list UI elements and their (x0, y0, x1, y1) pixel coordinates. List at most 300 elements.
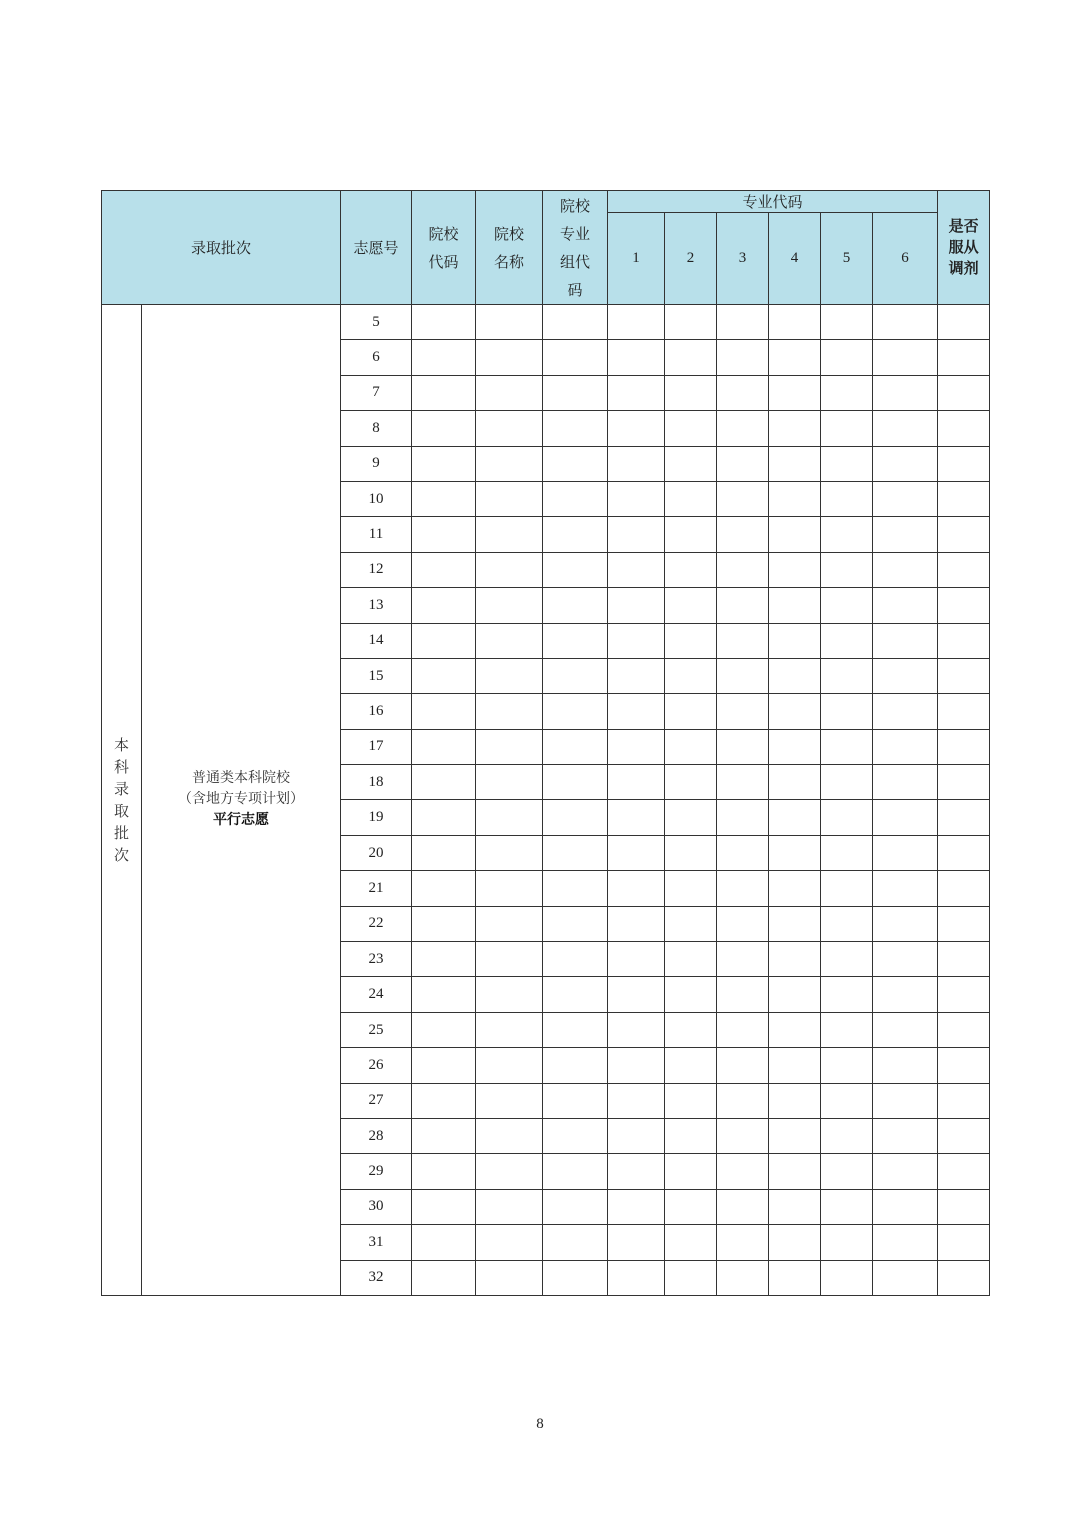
group-code-cell[interactable] (543, 1083, 608, 1118)
major-1-cell[interactable] (608, 552, 665, 587)
major-1-cell[interactable] (608, 658, 665, 693)
group-code-cell[interactable] (543, 1189, 608, 1224)
header-school-name (476, 191, 543, 305)
major-4-cell[interactable] (769, 623, 821, 658)
adjust-cell[interactable] (938, 305, 990, 340)
major-3-cell[interactable] (717, 375, 769, 410)
school-code-cell[interactable] (412, 765, 476, 800)
major-3-cell[interactable] (717, 658, 769, 693)
adjust-cell[interactable] (938, 729, 990, 764)
major-1-cell[interactable] (608, 942, 665, 977)
major-2-cell[interactable] (665, 623, 717, 658)
adjust-cell[interactable] (938, 1154, 990, 1189)
major-2-cell[interactable] (665, 411, 717, 446)
major-3-cell[interactable] (717, 694, 769, 729)
major-3-cell[interactable] (717, 1118, 769, 1153)
adjust-cell[interactable] (938, 1048, 990, 1083)
school-name-cell[interactable] (476, 800, 543, 835)
major-3-cell[interactable] (717, 411, 769, 446)
major-5-cell[interactable] (821, 835, 873, 870)
major-1-cell[interactable] (608, 588, 665, 623)
adjust-cell[interactable] (938, 481, 990, 516)
major-4-cell[interactable] (769, 340, 821, 375)
major-4-cell[interactable] (769, 835, 821, 870)
school-name-cell[interactable] (476, 1225, 543, 1260)
group-code-cell[interactable] (543, 800, 608, 835)
major-6-cell[interactable] (873, 411, 938, 446)
wish-number: 16 (341, 694, 412, 729)
school-code-cell[interactable] (412, 588, 476, 623)
batch-char: 取 (113, 801, 129, 820)
wish-number: 28 (341, 1118, 412, 1153)
major-1-cell[interactable] (608, 1083, 665, 1118)
adjust-cell[interactable] (938, 411, 990, 446)
group-code-cell[interactable] (543, 623, 608, 658)
school-name-cell[interactable] (476, 517, 543, 552)
major-4-cell[interactable] (769, 977, 821, 1012)
major-2-cell[interactable] (665, 765, 717, 800)
major-3-cell[interactable] (717, 800, 769, 835)
major-4-cell[interactable] (769, 1260, 821, 1295)
major-5-cell[interactable] (821, 765, 873, 800)
major-5-cell[interactable] (821, 1048, 873, 1083)
school-name-cell[interactable] (476, 942, 543, 977)
school-name-cell[interactable] (476, 481, 543, 516)
adjust-cell[interactable] (938, 340, 990, 375)
adjust-cell[interactable] (938, 517, 990, 552)
major-1-cell[interactable] (608, 481, 665, 516)
wish-number: 11 (341, 517, 412, 552)
major-3-cell[interactable] (717, 305, 769, 340)
major-2-cell[interactable] (665, 340, 717, 375)
major-1-cell[interactable] (608, 517, 665, 552)
category-line-2: （含地方专项计划） (178, 791, 304, 808)
group-code-cell[interactable] (543, 1048, 608, 1083)
school-code-cell[interactable] (412, 1048, 476, 1083)
major-4-cell[interactable] (769, 1154, 821, 1189)
major-6-cell[interactable] (873, 375, 938, 410)
group-code-cell[interactable] (543, 942, 608, 977)
major-4-cell[interactable] (769, 375, 821, 410)
major-3-cell[interactable] (717, 552, 769, 587)
major-3-cell[interactable] (717, 942, 769, 977)
major-1-cell[interactable] (608, 340, 665, 375)
school-name-cell[interactable] (476, 411, 543, 446)
major-6-cell[interactable] (873, 481, 938, 516)
major-3-cell[interactable] (717, 1260, 769, 1295)
major-1-cell[interactable] (608, 729, 665, 764)
major-1-cell[interactable] (608, 694, 665, 729)
major-1-cell[interactable] (608, 906, 665, 941)
adjust-cell[interactable] (938, 1260, 990, 1295)
school-name-cell[interactable] (476, 623, 543, 658)
adjust-cell[interactable] (938, 623, 990, 658)
group-code-cell[interactable] (543, 340, 608, 375)
major-6-cell[interactable] (873, 977, 938, 1012)
header-major-col-4: 4 (769, 213, 821, 305)
major-1-cell[interactable] (608, 1012, 665, 1047)
major-4-cell[interactable] (769, 1083, 821, 1118)
school-name-cell[interactable] (476, 729, 543, 764)
major-6-cell[interactable] (873, 765, 938, 800)
school-code-cell[interactable] (412, 340, 476, 375)
group-code-cell[interactable] (543, 906, 608, 941)
major-6-cell[interactable] (873, 1012, 938, 1047)
major-5-cell[interactable] (821, 1118, 873, 1153)
adjust-cell[interactable] (938, 906, 990, 941)
school-code-cell[interactable] (412, 1260, 476, 1295)
major-2-cell[interactable] (665, 588, 717, 623)
major-2-cell[interactable] (665, 552, 717, 587)
school-name-cell[interactable] (476, 1048, 543, 1083)
school-code-cell[interactable] (412, 835, 476, 870)
major-4-cell[interactable] (769, 305, 821, 340)
major-4-cell[interactable] (769, 481, 821, 516)
school-code-cell[interactable] (412, 1189, 476, 1224)
wish-number: 25 (341, 1012, 412, 1047)
major-4-cell[interactable] (769, 588, 821, 623)
major-3-cell[interactable] (717, 1189, 769, 1224)
school-name-cell[interactable] (476, 906, 543, 941)
school-code-cell[interactable] (412, 942, 476, 977)
major-3-cell[interactable] (717, 588, 769, 623)
major-1-cell[interactable] (608, 1048, 665, 1083)
header-adjust (938, 191, 990, 305)
volunteer-form-table (101, 190, 990, 1296)
school-code-cell[interactable] (412, 1225, 476, 1260)
school-name-cell[interactable] (476, 1260, 543, 1295)
major-3-cell[interactable] (717, 1012, 769, 1047)
major-6-cell[interactable] (873, 1048, 938, 1083)
major-4-cell[interactable] (769, 1189, 821, 1224)
major-2-cell[interactable] (665, 1083, 717, 1118)
major-4-cell[interactable] (769, 517, 821, 552)
major-3-cell[interactable] (717, 1048, 769, 1083)
group-code-cell[interactable] (543, 588, 608, 623)
group-code-cell[interactable] (543, 517, 608, 552)
major-3-cell[interactable] (717, 340, 769, 375)
major-2-cell[interactable] (665, 1260, 717, 1295)
category-line-3: 平行志愿 (213, 812, 269, 829)
group-code-cell[interactable] (543, 411, 608, 446)
major-5-cell[interactable] (821, 658, 873, 693)
major-2-cell[interactable] (665, 305, 717, 340)
adjust-cell[interactable] (938, 1012, 990, 1047)
adjust-cell[interactable] (938, 658, 990, 693)
school-code-cell[interactable] (412, 411, 476, 446)
school-code-cell[interactable] (412, 517, 476, 552)
major-6-cell[interactable] (873, 1118, 938, 1153)
school-code-cell[interactable] (412, 871, 476, 906)
major-5-cell[interactable] (821, 1154, 873, 1189)
school-code-cell[interactable] (412, 800, 476, 835)
major-2-cell[interactable] (665, 1048, 717, 1083)
major-6-cell[interactable] (873, 1083, 938, 1118)
major-6-cell[interactable] (873, 1189, 938, 1224)
major-5-cell[interactable] (821, 800, 873, 835)
group-code-cell[interactable] (543, 835, 608, 870)
major-5-cell[interactable] (821, 588, 873, 623)
major-2-cell[interactable] (665, 1154, 717, 1189)
major-5-cell[interactable] (821, 871, 873, 906)
adjust-cell[interactable] (938, 871, 990, 906)
school-code-cell[interactable] (412, 694, 476, 729)
adjust-cell[interactable] (938, 588, 990, 623)
major-3-cell[interactable] (717, 446, 769, 481)
adjust-cell[interactable] (938, 1189, 990, 1224)
school-name-cell[interactable] (476, 1083, 543, 1118)
group-code-cell[interactable] (543, 658, 608, 693)
major-2-cell[interactable] (665, 446, 717, 481)
school-name-cell[interactable] (476, 588, 543, 623)
major-1-cell[interactable] (608, 871, 665, 906)
major-4-cell[interactable] (769, 1012, 821, 1047)
batch-char: 科 (113, 757, 129, 776)
major-5-cell[interactable] (821, 1012, 873, 1047)
major-6-cell[interactable] (873, 1225, 938, 1260)
adjust-cell[interactable] (938, 1118, 990, 1153)
group-code-cell[interactable] (543, 305, 608, 340)
major-5-cell[interactable] (821, 446, 873, 481)
major-6-cell[interactable] (873, 800, 938, 835)
school-name-cell[interactable] (476, 375, 543, 410)
major-2-cell[interactable] (665, 1225, 717, 1260)
major-2-cell[interactable] (665, 1189, 717, 1224)
major-5-cell[interactable] (821, 906, 873, 941)
major-5-cell[interactable] (821, 305, 873, 340)
major-4-cell[interactable] (769, 411, 821, 446)
school-name-cell[interactable] (476, 871, 543, 906)
adjust-cell[interactable] (938, 1225, 990, 1260)
major-6-cell[interactable] (873, 446, 938, 481)
major-5-cell[interactable] (821, 1260, 873, 1295)
major-4-cell[interactable] (769, 906, 821, 941)
adjust-cell[interactable] (938, 552, 990, 587)
school-code-cell[interactable] (412, 1083, 476, 1118)
major-5-cell[interactable] (821, 340, 873, 375)
major-1-cell[interactable] (608, 1260, 665, 1295)
major-5-cell[interactable] (821, 729, 873, 764)
major-4-cell[interactable] (769, 942, 821, 977)
major-4-cell[interactable] (769, 694, 821, 729)
adjust-cell[interactable] (938, 446, 990, 481)
group-code-cell[interactable] (543, 375, 608, 410)
major-2-cell[interactable] (665, 517, 717, 552)
group-code-cell[interactable] (543, 481, 608, 516)
major-6-cell[interactable] (873, 835, 938, 870)
major-3-cell[interactable] (717, 1225, 769, 1260)
major-3-cell[interactable] (717, 481, 769, 516)
major-5-cell[interactable] (821, 694, 873, 729)
major-3-cell[interactable] (717, 835, 769, 870)
school-code-cell[interactable] (412, 906, 476, 941)
major-3-cell[interactable] (717, 1154, 769, 1189)
major-3-cell[interactable] (717, 623, 769, 658)
adjust-cell[interactable] (938, 1083, 990, 1118)
major-1-cell[interactable] (608, 375, 665, 410)
major-1-cell[interactable] (608, 835, 665, 870)
major-2-cell[interactable] (665, 658, 717, 693)
major-3-cell[interactable] (717, 906, 769, 941)
school-name-cell[interactable] (476, 694, 543, 729)
adjust-cell[interactable] (938, 942, 990, 977)
major-4-cell[interactable] (769, 1118, 821, 1153)
major-5-cell[interactable] (821, 375, 873, 410)
major-5-cell[interactable] (821, 517, 873, 552)
school-code-cell[interactable] (412, 305, 476, 340)
adjust-cell[interactable] (938, 694, 990, 729)
major-1-cell[interactable] (608, 411, 665, 446)
major-5-cell[interactable] (821, 1225, 873, 1260)
major-1-cell[interactable] (608, 1154, 665, 1189)
major-5-cell[interactable] (821, 623, 873, 658)
major-5-cell[interactable] (821, 552, 873, 587)
school-name-cell[interactable] (476, 1118, 543, 1153)
school-name-cell[interactable] (476, 446, 543, 481)
major-5-cell[interactable] (821, 1083, 873, 1118)
wish-number: 17 (341, 729, 412, 764)
major-3-cell[interactable] (717, 977, 769, 1012)
major-3-cell[interactable] (717, 871, 769, 906)
header-school-name-line1: 院校 (494, 224, 525, 243)
major-2-cell[interactable] (665, 906, 717, 941)
major-1-cell[interactable] (608, 1118, 665, 1153)
major-5-cell[interactable] (821, 977, 873, 1012)
adjust-cell[interactable] (938, 977, 990, 1012)
major-1-cell[interactable] (608, 1225, 665, 1260)
major-6-cell[interactable] (873, 694, 938, 729)
major-4-cell[interactable] (769, 658, 821, 693)
major-4-cell[interactable] (769, 729, 821, 764)
group-code-cell[interactable] (543, 1118, 608, 1153)
form-body (102, 305, 990, 1296)
adjust-cell[interactable] (938, 375, 990, 410)
major-2-cell[interactable] (665, 1118, 717, 1153)
major-2-cell[interactable] (665, 481, 717, 516)
major-6-cell[interactable] (873, 623, 938, 658)
wish-number: 8 (341, 411, 412, 446)
major-2-cell[interactable] (665, 1012, 717, 1047)
school-name-cell[interactable] (476, 340, 543, 375)
major-2-cell[interactable] (665, 800, 717, 835)
major-6-cell[interactable] (873, 305, 938, 340)
major-1-cell[interactable] (608, 977, 665, 1012)
major-6-cell[interactable] (873, 517, 938, 552)
major-2-cell[interactable] (665, 694, 717, 729)
major-6-cell[interactable] (873, 658, 938, 693)
major-4-cell[interactable] (769, 1225, 821, 1260)
school-code-cell[interactable] (412, 375, 476, 410)
major-3-cell[interactable] (717, 517, 769, 552)
school-code-cell[interactable] (412, 1118, 476, 1153)
group-code-cell[interactable] (543, 694, 608, 729)
school-name-cell[interactable] (476, 658, 543, 693)
major-4-cell[interactable] (769, 446, 821, 481)
major-1-cell[interactable] (608, 765, 665, 800)
major-6-cell[interactable] (873, 340, 938, 375)
adjust-cell[interactable] (938, 800, 990, 835)
group-code-cell[interactable] (543, 1154, 608, 1189)
major-2-cell[interactable] (665, 375, 717, 410)
group-code-cell[interactable] (543, 871, 608, 906)
major-1-cell[interactable] (608, 1189, 665, 1224)
school-name-cell[interactable] (476, 835, 543, 870)
major-6-cell[interactable] (873, 906, 938, 941)
adjust-cell[interactable] (938, 835, 990, 870)
major-2-cell[interactable] (665, 835, 717, 870)
group-code-cell[interactable] (543, 1260, 608, 1295)
school-code-cell[interactable] (412, 1012, 476, 1047)
group-code-cell[interactable] (543, 1012, 608, 1047)
major-2-cell[interactable] (665, 977, 717, 1012)
school-code-cell[interactable] (412, 552, 476, 587)
major-6-cell[interactable] (873, 1154, 938, 1189)
school-name-cell[interactable] (476, 1012, 543, 1047)
header-major-col-3: 3 (717, 213, 769, 305)
major-5-cell[interactable] (821, 481, 873, 516)
major-4-cell[interactable] (769, 552, 821, 587)
major-4-cell[interactable] (769, 765, 821, 800)
school-name-cell[interactable] (476, 977, 543, 1012)
major-1-cell[interactable] (608, 623, 665, 658)
school-code-cell[interactable] (412, 481, 476, 516)
major-2-cell[interactable] (665, 871, 717, 906)
adjust-cell[interactable] (938, 765, 990, 800)
major-6-cell[interactable] (873, 1260, 938, 1295)
header-adjust-line3: 调剂 (948, 259, 979, 277)
major-1-cell[interactable] (608, 446, 665, 481)
school-code-cell[interactable] (412, 623, 476, 658)
major-6-cell[interactable] (873, 552, 938, 587)
group-code-cell[interactable] (543, 729, 608, 764)
group-code-cell[interactable] (543, 446, 608, 481)
major-5-cell[interactable] (821, 1189, 873, 1224)
school-code-cell[interactable] (412, 1154, 476, 1189)
major-6-cell[interactable] (873, 871, 938, 906)
major-5-cell[interactable] (821, 942, 873, 977)
school-code-cell[interactable] (412, 977, 476, 1012)
major-4-cell[interactable] (769, 871, 821, 906)
school-name-cell[interactable] (476, 305, 543, 340)
major-3-cell[interactable] (717, 1083, 769, 1118)
school-name-cell[interactable] (476, 765, 543, 800)
major-5-cell[interactable] (821, 411, 873, 446)
major-1-cell[interactable] (608, 800, 665, 835)
group-code-cell[interactable] (543, 977, 608, 1012)
major-6-cell[interactable] (873, 588, 938, 623)
group-code-cell[interactable] (543, 765, 608, 800)
major-2-cell[interactable] (665, 942, 717, 977)
batch-char: 录 (113, 779, 129, 798)
group-code-cell[interactable] (543, 552, 608, 587)
school-name-cell[interactable] (476, 1189, 543, 1224)
major-3-cell[interactable] (717, 729, 769, 764)
major-3-cell[interactable] (717, 765, 769, 800)
school-code-cell[interactable] (412, 658, 476, 693)
major-6-cell[interactable] (873, 942, 938, 977)
school-name-cell[interactable] (476, 552, 543, 587)
major-4-cell[interactable] (769, 1048, 821, 1083)
wish-number: 7 (341, 375, 412, 410)
major-2-cell[interactable] (665, 729, 717, 764)
school-name-cell[interactable] (476, 1154, 543, 1189)
major-6-cell[interactable] (873, 729, 938, 764)
school-code-cell[interactable] (412, 446, 476, 481)
school-code-cell[interactable] (412, 729, 476, 764)
major-4-cell[interactable] (769, 800, 821, 835)
major-1-cell[interactable] (608, 305, 665, 340)
group-code-cell[interactable] (543, 1225, 608, 1260)
